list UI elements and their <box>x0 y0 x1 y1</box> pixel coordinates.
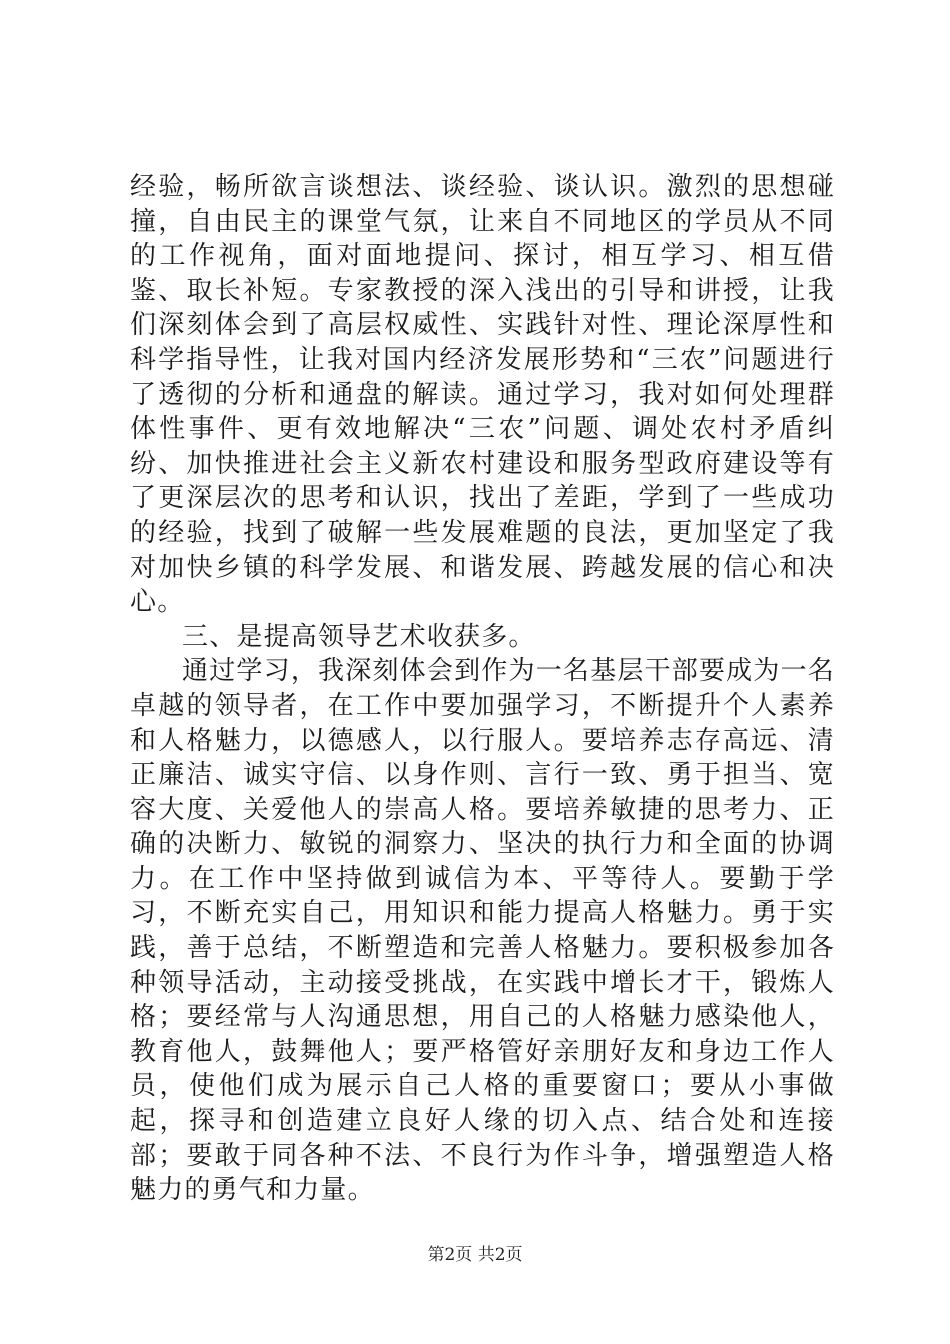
document-body <box>130 170 835 1208</box>
section-heading: 三、是提高领导艺术收获多。 <box>182 621 536 652</box>
paragraph-continued: 经验，畅所欲言谈想法、谈经验、谈认识。激烈的思想碰撞，自由民主的课堂气氛，让来自不同地区的学员从不同的工作视角，面对面地提问、探讨，相互学习、相互借鉴、取长补短。专家教授的深入浅出的引导和讲授，让我们深刻体会到了高层权威性、实践针对性、理论深厚性和科学指导性，让我对国内经济发展形势和“三农”问题进行了透彻的分析和通盘的解读。通过学习，我对如何处理群体性事件、更有效地解决“三农”问题、调处农村矛盾纠纷、加快推进社会主义新农村建设和服务型政府建设等有了更深层次的思考和认识，找出了差距，学到了一些成功的经验，找到了破解一些发展难题的良法，更加坚定了我对加快乡镇的科学发展、和谐发展、跨越发展的信心和决心。 <box>130 172 835 618</box>
section-body: 通过学习，我深刻体会到作为一名基层干部要成为一名卓越的领导者，在工作中要加强学习，不断提升个人素养和人格魅力，以德感人，以行服人。要培养志存高远、清正廉洁、诚实守信、以身作则、言行一致、勇于担当、宽容大度、关爱他人的崇高人格。要培养敏捷的思考力、正确的决断力、敏锐的洞察力、坚决的执行力和全面的协调力。在工作中坚持做到诚信为本、平等待人。要勤于学习，不断充实自己，用知识和能力提高人格魅力。勇于实践，善于总结，不断塑造和完善人格魅力。要积极参加各种领导活动，主动接受挑战，在实践中增长才干，锻炼人格；要经常与人沟通思想，用自己的人格魅力感染他人，教育他人，鼓舞他人；要严格管好亲朋好友和身边工作人员，使他们成为展示自己人格的重要窗口；要从小事做起，探寻和创造建立良好人缘的切入点、结合处和连接部；要敢于同各种不法、不良行为作斗争，增强塑造人格魅力的勇气和力量。 <box>130 656 835 1206</box>
page-footer: 第2页 共2页 <box>427 1245 523 1265</box>
